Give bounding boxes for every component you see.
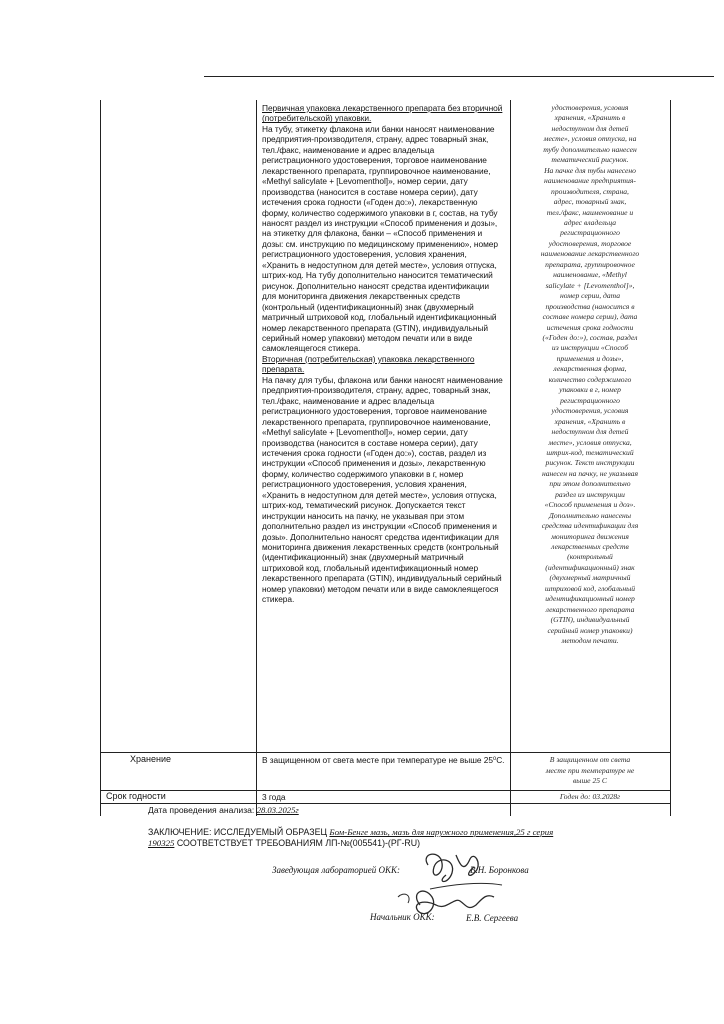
packaging-result-cell bbox=[514, 103, 666, 751]
secondary-packaging-text: На пачку для тубы, флакона или банки наносят наименование предприятия-производителя, страну, адрес, товарный знак, тел./факс, наименование и адрес владельца регистрационного удостоверения, торговое наименование лекарственного препарата, группировочное наименование, «Methyl salicylate + [Levomenthol]», номер серии, дату производства (наносится в составе номера серии), дату истечения срока годности («Годен до:»), состав, раздел из инструкции «Способ применения и дозы», лекарственную форму, количество содержимого упаковки в г, номер регистрационного удостоверения, условия хранения, «Хранить в недоступном для детей месте», условия отпуска, штрих-код, тематический рисунок. Допускается текст инструкции наносить на пачку, не указывая при этом дополнительно раздел из инструкции «Способ применения и дозы». Дополнительно наносят средства идентификации для мониторинга движения лекарственных средств (контрольный (идентификационный) знак (двухмерный матричный штриховой код, глобальный идентификационный номер лекарственного препарата (GTIN), индивидуальный серийный номер упаковки) методом печати или в виде самоклеящегося стикера. bbox=[262, 374, 503, 605]
packaging-result-line: номер серии, дата bbox=[559, 291, 621, 301]
storage-result-line: выше 25 С bbox=[573, 776, 607, 786]
packaging-result-line: хранения, «Хранить в bbox=[554, 416, 626, 426]
table-col-divider-1 bbox=[256, 100, 257, 816]
packaging-requirement-cell bbox=[262, 103, 505, 751]
packaging-result-line: нанесен на пачку, не указывая bbox=[541, 468, 639, 478]
packaging-result-line: тубу дополнительно нанесен bbox=[543, 144, 637, 154]
table-bottom-border bbox=[100, 803, 670, 804]
storage-result-cell bbox=[514, 755, 666, 787]
packaging-result-line: «Способ применения и доз». bbox=[544, 500, 636, 510]
packaging-result-line: («Годен до:»), состав, раздел bbox=[542, 332, 638, 342]
lab-head-signature-line bbox=[272, 865, 400, 875]
lab-head-name: В.Н. Боронкова bbox=[470, 865, 529, 875]
packaging-result-line: средства идентификации для bbox=[541, 521, 639, 531]
packaging-result-line: лекарственная форма, bbox=[553, 364, 627, 374]
table-col-divider-2 bbox=[510, 100, 511, 816]
packaging-result-line: (GTIN), индивидуальный bbox=[550, 615, 630, 625]
secondary-packaging-heading: Вторичная (потребительская) упаковка лекарственного препарата. bbox=[262, 353, 475, 375]
packaging-result-line: идентификационный номер bbox=[545, 594, 635, 604]
packaging-result-line: серийный номер упаковки) bbox=[547, 625, 633, 635]
packaging-result-line: упаковки в г, номер bbox=[559, 385, 621, 395]
packaging-result-line: при этом дополнительно bbox=[549, 479, 631, 489]
packaging-result-line: из инструкции «Способ bbox=[551, 343, 629, 353]
shelf-life-result: Годен до: 03.2028г bbox=[559, 792, 621, 801]
packaging-result-line: Дополнительно нанесены bbox=[549, 510, 631, 520]
page-top-rule bbox=[204, 76, 714, 77]
packaging-result-line: производителя, страна, bbox=[551, 186, 629, 196]
packaging-result-line: производства (наносится в bbox=[545, 301, 635, 311]
conclusion-series: 190325 bbox=[148, 838, 175, 849]
shelf-life-requirement: 3 года bbox=[262, 792, 286, 802]
packaging-result-line: месте», условия отпуска, на bbox=[543, 134, 637, 144]
table-left-border bbox=[100, 100, 101, 816]
packaging-result-line: удостоверения, условия bbox=[551, 406, 629, 416]
dept-head-title: Начальник ОКК: bbox=[370, 912, 435, 922]
packaging-result-line: недоступном для детей bbox=[551, 427, 629, 437]
packaging-result-line: хранения, «Хранить в bbox=[554, 113, 626, 123]
conclusion-lead: ЗАКЛЮЧЕНИЕ: ИССЛЕДУЕМЫЙ ОБРАЗЕЦ bbox=[148, 827, 327, 837]
packaging-result-line: применения и дозы», bbox=[556, 353, 624, 363]
storage-result-line: месте при температуре не bbox=[545, 765, 635, 775]
packaging-result-line: истечения срока годности bbox=[546, 322, 634, 332]
storage-result-line: В защищенном от света bbox=[549, 755, 631, 764]
packaging-result-line: (идентификационный) знак bbox=[545, 562, 635, 572]
analysis-date-label: Дата проведения анализа: bbox=[148, 805, 255, 815]
packaging-result-line: лекарственного препарата bbox=[545, 604, 635, 614]
packaging-result-line: адрес владельца bbox=[563, 217, 617, 227]
shelf-life-label: Срок годности bbox=[106, 791, 166, 801]
packaging-result-line: регистрационного bbox=[560, 395, 620, 405]
conclusion-tail: СООТВЕТСТВУЕТ ТРЕБОВАНИЯМ ЛП-№(005541)-(РГ-RU) bbox=[176, 838, 421, 849]
packaging-result-line: наименование предприятия- bbox=[544, 176, 636, 186]
packaging-result-line: месте», условия отпуска, bbox=[548, 437, 632, 447]
primary-packaging-text: На тубу, этикетку флакона или банки наносят наименование предприятия-производителя, страну, адрес товарный знак, тел./факс, наименование и адрес владельца регистрационного удостоверения, торговое наименование лекарственного препарата, группировочное наименование, «Methyl salicylate + [Levomenthol]», номер серии, дату производства (наносится в составе номера серии), дату истечения срока годности («Годен до:»), лекарственную форму, количество содержимого упаковки в г, состав, на тубу наносят раздел из инструкции «Способ применения и дозы», на этикетку для флакона, банки – «Способ применения и дозы: см. инструкцию по медицинскому применению», номер регистрационного удостоверения, условия хранения, «Хранить в недоступном для детей месте», условия отпуска, штрих-код. На тубу дополнительно наносится тематический рисунок. Дополнительно наносят средства идентификации для мониторинга движения лекарственных средств (контрольный (идентификационный) знак (двухмерный матричный штриховой код, глобальный идентификационный номер лекарственного препарата (GTIN), индивидуальный серийный номер упаковки) методом печати или в виде самоклеящегося стикера. bbox=[262, 123, 498, 354]
packaging-result-line: (двухмерный матричный bbox=[549, 573, 631, 583]
packaging-result-line: наименование, «Methyl bbox=[553, 270, 627, 280]
packaging-result-line: наименование лекарственного bbox=[540, 249, 640, 259]
packaging-result-line: рисунок. Текст инструкции bbox=[545, 458, 635, 468]
packaging-result-line: На пачке для тубы нанесено bbox=[544, 165, 636, 175]
primary-packaging-heading: Первичная упаковка лекарственного препарата без вторичной (потребительской) упаковки. bbox=[262, 103, 503, 124]
packaging-result-line: (контрольный bbox=[567, 552, 613, 562]
packaging-result-line: мониторинга движения bbox=[551, 531, 629, 541]
conclusion-product: Бом-Бенге мазь, мазь для наружного применения,25 г серия bbox=[329, 827, 554, 837]
table-right-border bbox=[670, 100, 671, 816]
storage-label: Хранение bbox=[130, 754, 171, 764]
handwritten-signature bbox=[390, 845, 510, 930]
packaging-result-line: количество содержимого bbox=[548, 374, 632, 384]
packaging-result-line: удостоверения, торговое bbox=[548, 238, 632, 248]
packaging-result-line: удостоверения, условия bbox=[551, 103, 629, 112]
packaging-result-line: адрес, товарный знак, bbox=[553, 197, 627, 207]
dept-head-name: Е.В. Сергеева bbox=[466, 913, 519, 923]
packaging-result-line: регистрационного bbox=[560, 228, 620, 238]
analysis-date bbox=[148, 805, 299, 816]
row-divider-storage bbox=[100, 752, 670, 753]
packaging-result-line: штриховой код, глобальный bbox=[544, 583, 636, 593]
packaging-result-line: раздел из инструкции bbox=[555, 489, 625, 499]
storage-requirement: В защищенном от света месте при температуре не выше 25⁰С. bbox=[262, 755, 505, 765]
packaging-result-line: методом печати. bbox=[561, 636, 619, 646]
lab-head-title: Заведующая лабораторией ОКК: bbox=[272, 865, 400, 875]
packaging-result-line: тематический рисунок. bbox=[551, 155, 629, 165]
packaging-result-line: тел./факс, наименование и bbox=[546, 207, 634, 217]
packaging-result-line: составе номера серии), дата bbox=[542, 312, 638, 322]
packaging-result-line: лекарственных средств bbox=[551, 542, 629, 552]
packaging-result-line: препарата, группировочное bbox=[545, 259, 635, 269]
packaging-result-line: штрих-код, тематический bbox=[546, 447, 634, 457]
packaging-result-line: salicylate + [Levomenthol]», bbox=[545, 280, 635, 290]
packaging-result-line: недоступном для детей bbox=[551, 123, 629, 133]
analysis-date-value: 28.03.2025г bbox=[256, 805, 299, 815]
